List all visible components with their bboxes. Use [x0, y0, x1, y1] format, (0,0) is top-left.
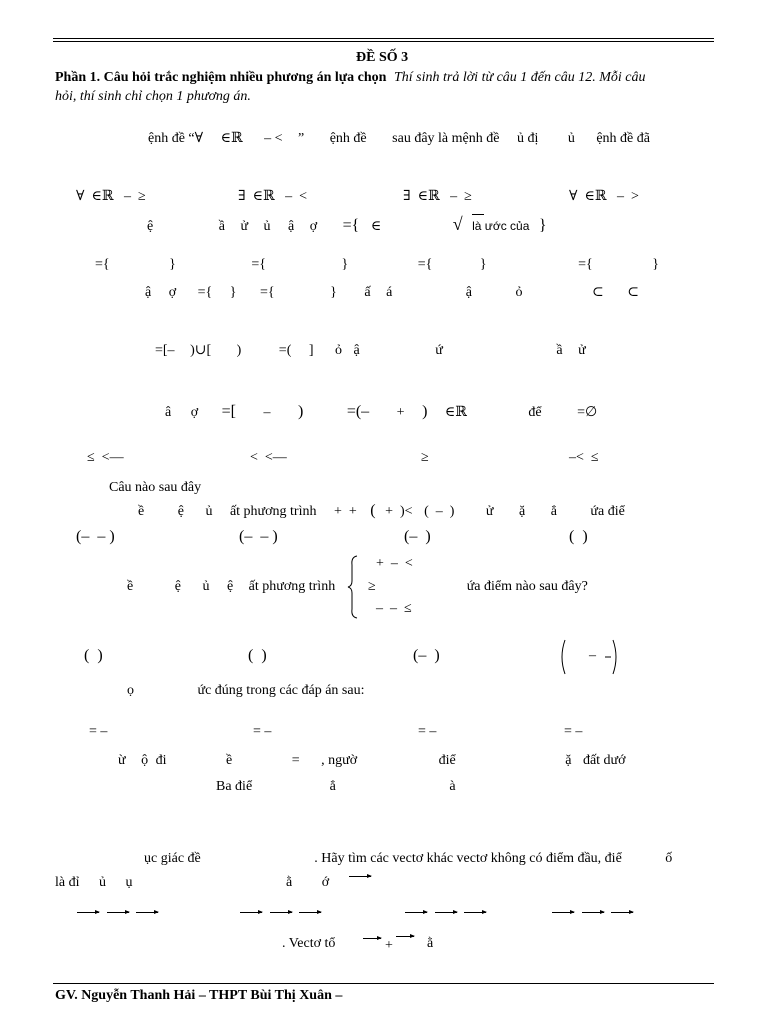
q7-text: ủ — [202, 579, 210, 594]
q6-text: ( — [370, 502, 376, 519]
q3-text: ậ — [145, 285, 152, 300]
q7-text: ứa điểm nào sau đây? — [466, 579, 588, 594]
q7-text: ề — [127, 579, 134, 594]
q5-text: ) — [422, 403, 428, 420]
vector-arrow-icon — [270, 912, 292, 913]
vector-arrow-icon — [435, 912, 457, 913]
q10-text: ớ — [321, 875, 330, 890]
q7-option-d: – — [589, 648, 596, 663]
q5-option-c: ≥ — [421, 450, 429, 465]
q2-text: ử — [240, 219, 249, 234]
q4-text: )∪[ — [190, 343, 212, 358]
q2-text: ậ — [288, 219, 295, 234]
q1-stem — [148, 131, 650, 147]
q10-text: ục giác đề — [144, 851, 201, 866]
q2-option-a: ={ — [95, 257, 110, 272]
q10-option-b — [240, 908, 321, 924]
q1-option-c: ∃ ∈ℝ – ≥ — [403, 189, 472, 204]
q2-option-d: ={ — [578, 257, 593, 272]
sqrt-bar — [472, 214, 484, 215]
q5-text: =∅ — [577, 405, 598, 420]
q7-system-line3: – – ≤ — [376, 601, 412, 616]
q8-stem — [127, 683, 364, 699]
q8-option-d: = – — [564, 724, 583, 739]
q7-text: ệ — [226, 579, 234, 594]
vector-arrow-icon — [396, 936, 414, 937]
q9-text: đất dướ — [582, 753, 626, 768]
q1-text: sau đây là mệnh đề — [392, 131, 500, 146]
q2-text: ợ — [309, 219, 318, 234]
q9-text: à — [449, 779, 456, 794]
q3-text: ỏ — [515, 285, 523, 300]
q7-system-line2: ≥ — [368, 579, 376, 594]
q9-text: ặ — [565, 753, 572, 768]
q8-option-c: = – — [418, 724, 437, 739]
part-heading-bold: Phần 1. Câu hỏi trắc nghiệm nhiều phương án lựa chọn — [55, 70, 387, 85]
q6-stem — [138, 503, 625, 520]
q3-text: ={ — [259, 285, 275, 300]
q2-text: ầ — [218, 219, 225, 234]
q1-text: ủ đị — [516, 131, 539, 146]
q6-text: ất phương trình — [229, 504, 317, 519]
q7-option-a: ( ) — [84, 647, 103, 664]
q1-text: ∈ℝ — [220, 131, 243, 146]
q1-text: – < — [264, 131, 283, 146]
q2-text: ∈ — [370, 219, 382, 234]
q7-option-b: ( ) — [248, 647, 267, 664]
part-heading-line2: hỏi, thí sinh chỉ chọn 1 phương án. — [55, 89, 251, 104]
q3-text: ợ — [168, 285, 177, 300]
q10-text: ằ — [286, 875, 293, 890]
q6-text: ề — [138, 504, 145, 519]
q5-text: =(– — [346, 403, 370, 420]
q2-stem — [147, 215, 547, 237]
q11-text: . Vectơ tổ — [282, 936, 336, 951]
q6-text: ủ — [205, 504, 213, 519]
q1-option-d: ∀ ∈ℝ – > — [569, 189, 639, 204]
q9-text: ộ — [141, 753, 149, 768]
vector-arrow-icon — [611, 912, 633, 913]
q3-text: ậ — [465, 285, 472, 300]
q6-option-c: (– ) — [404, 528, 431, 545]
q2-text: ={ — [342, 217, 360, 234]
q9-text: ề — [225, 753, 233, 768]
q11-tail: ằ — [427, 936, 434, 951]
q2-option-b: } — [341, 257, 349, 272]
q11-plus: + — [385, 938, 393, 953]
q6-text: ử — [485, 504, 494, 519]
vector-arrow-icon — [136, 912, 158, 913]
q1-text: ” — [298, 131, 305, 146]
vector-arrow-icon — [582, 912, 604, 913]
q3-text: á — [386, 285, 393, 300]
q10-text: ụ — [125, 875, 133, 890]
vector-arrow-icon — [464, 912, 486, 913]
q8-option-a: = – — [89, 724, 108, 739]
q10-option-d — [552, 908, 633, 924]
q4-text: =[– — [155, 343, 175, 358]
q9-text: Ba điể — [216, 779, 253, 794]
q1-option-a: ∀ ∈ℝ – ≥ — [76, 189, 146, 204]
q1-text: ủ — [567, 131, 575, 146]
q5-stem — [165, 404, 597, 421]
q4-text: ) — [236, 343, 242, 358]
q5-option-b: < <— — [250, 450, 287, 465]
footer-author: GV. Nguyễn Thanh Hải – THPT Bùi Thị Xuân – — [55, 988, 343, 1003]
q10-stem — [144, 851, 672, 867]
q4-text: ậ — [353, 343, 360, 358]
q6-option-a: (– – ) — [76, 528, 115, 545]
q9-line2 — [216, 779, 456, 795]
q2-option-d: } — [652, 257, 659, 272]
q5-option-d: –< ≤ — [569, 450, 599, 465]
top-rule-2 — [53, 41, 714, 42]
q5-text: ∈ℝ — [444, 405, 467, 420]
q5-text: + — [396, 405, 405, 420]
q2-option-a: } — [169, 257, 176, 272]
q5-text: – — [263, 405, 271, 420]
vector-arrow-icon — [405, 912, 427, 913]
q10-option-c — [405, 908, 486, 924]
footer-rule — [53, 983, 714, 984]
q3-text: ⊂ — [592, 285, 604, 300]
q2-text: ủ — [263, 219, 271, 234]
q6-intro: Câu nào sau đây — [109, 480, 202, 495]
q9-text: = — [291, 753, 300, 768]
q5-text: â — [165, 405, 172, 420]
q3-text: } — [229, 285, 237, 300]
q7-text: ệ — [174, 579, 181, 594]
q2-option-c: } — [479, 257, 487, 272]
q5-text: để — [528, 405, 542, 420]
q5-text: ợ — [190, 405, 199, 420]
vector-arrow-icon — [240, 912, 262, 913]
q6-option-d: ( ) — [569, 528, 588, 545]
q4-stem — [155, 343, 586, 359]
q4-text: ử — [578, 343, 586, 358]
q4-text: =( — [278, 343, 292, 358]
q1-text: ệnh đề — [329, 131, 367, 146]
q4-text: ứ — [435, 343, 443, 358]
q8-text: ức đúng trong các đáp án sau: — [197, 683, 365, 698]
q11-stem — [282, 936, 335, 952]
q5-text: =[ — [221, 403, 236, 420]
q4-text: ] — [308, 343, 314, 358]
q5-text: ) — [297, 403, 304, 420]
q7-option-c: (– ) — [413, 647, 440, 664]
q2-text: ệ — [147, 219, 154, 234]
top-rule — [53, 38, 714, 39]
q4-text: ầ — [556, 343, 563, 358]
q6-text: ứa điể — [590, 504, 625, 519]
q2-text: } — [538, 217, 547, 234]
q8-option-b: = – — [253, 724, 272, 739]
q9-stem — [118, 753, 626, 769]
q2-options — [95, 257, 659, 273]
sqrt-icon: √ — [452, 214, 463, 234]
q3-stem — [145, 285, 639, 301]
q6-text: ặ — [518, 504, 526, 519]
vector-arrow-icon — [552, 912, 574, 913]
q10-text: ủ — [99, 875, 106, 890]
q10-text: ố — [665, 851, 673, 866]
q10-option-a — [77, 908, 158, 924]
part-heading — [55, 70, 646, 86]
vector-arrow-icon — [363, 938, 381, 939]
q5-option-a: ≤ <— — [87, 450, 124, 465]
q1-text: ệnh đề đã — [596, 131, 650, 146]
q2-option-b: ={ — [251, 257, 266, 272]
vector-arrow-icon — [107, 912, 129, 913]
q10-text: là đỉ — [55, 875, 80, 890]
system-brace-icon — [347, 555, 359, 619]
q6-text: + + — [333, 504, 357, 519]
q1-text: ệnh đề “∀ — [148, 131, 204, 146]
q6-text: + )< — [385, 504, 413, 519]
vector-arrow-icon — [299, 912, 321, 913]
q1-option-b: ∃ ∈ℝ – < — [238, 189, 307, 204]
q10-text: . Hãy tìm các vectơ khác vectơ không có điểm đầu, điể — [314, 851, 622, 866]
q9-text: , ngườ — [321, 753, 358, 768]
vector-arrow-icon — [349, 876, 371, 877]
q9-text: ừ — [118, 753, 126, 768]
part-heading-instructions: Thí sinh trả lời từ câu 1 đến câu 12. Mỗi câu — [393, 70, 646, 85]
q2-text: là ước của — [472, 219, 530, 233]
q9-text: đi — [155, 753, 167, 768]
page-title: ĐỀ SỐ 3 — [356, 50, 409, 65]
q9-text: ẳ — [329, 779, 336, 794]
q2-option-c: ={ — [417, 257, 433, 272]
vector-arrow-icon — [77, 912, 99, 913]
q6-text: ( – ) — [424, 504, 455, 519]
q3-text: ={ — [197, 285, 213, 300]
q8-text: ọ — [127, 683, 134, 698]
q3-text: } — [330, 285, 337, 300]
q3-text: ⊂ — [627, 285, 639, 300]
q10-line2 — [55, 875, 329, 891]
q6-text: ệ — [177, 504, 184, 519]
q6-option-b: (– – ) — [239, 528, 278, 545]
q3-text: ấ — [364, 285, 371, 300]
q4-text: ỏ — [335, 343, 343, 358]
q6-text: ẳ — [550, 504, 557, 519]
q7-text: ất phương trình — [248, 579, 336, 594]
q7-system-line1: + – < — [376, 556, 413, 571]
q9-text: điể — [438, 753, 456, 768]
